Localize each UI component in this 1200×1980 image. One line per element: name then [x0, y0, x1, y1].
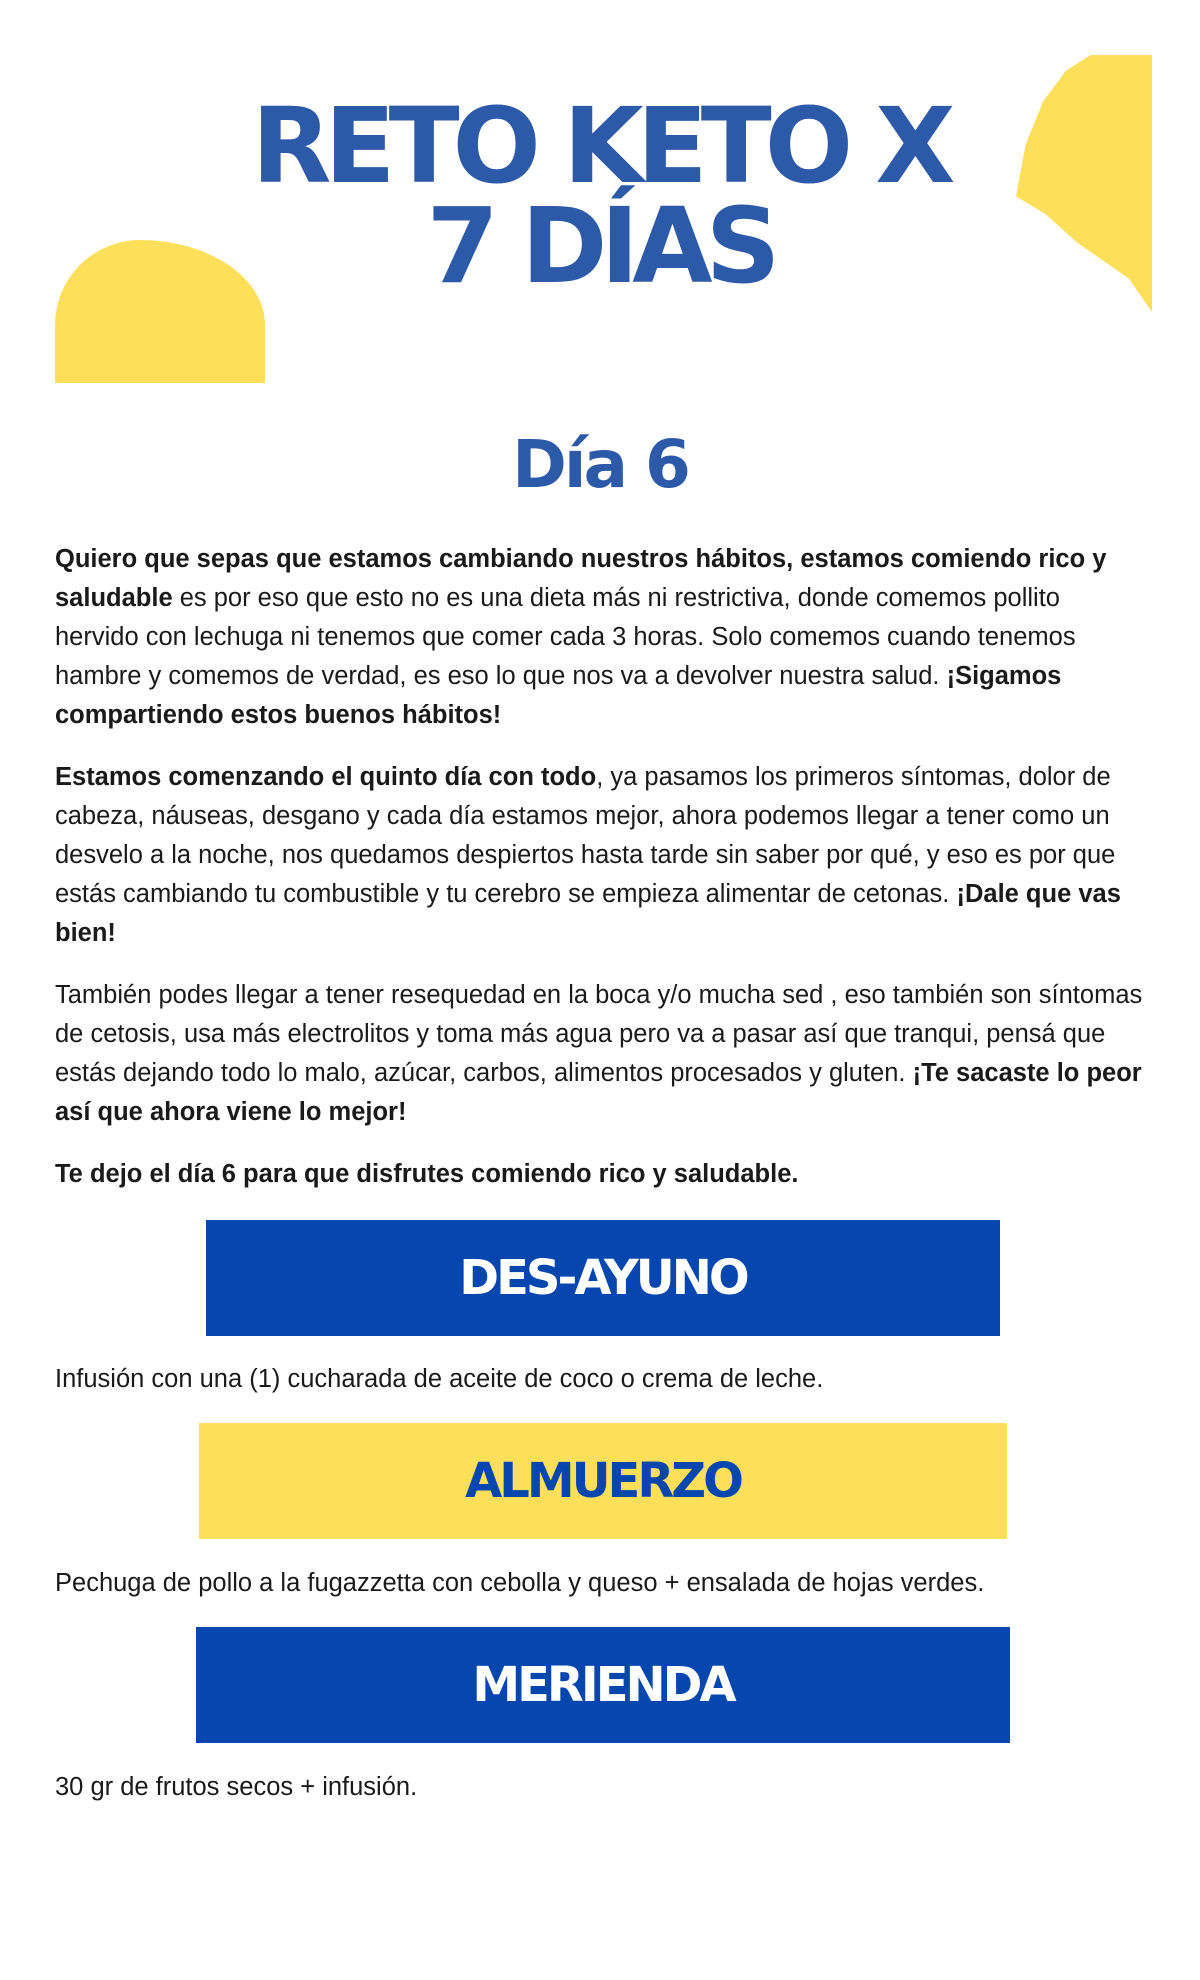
- lunch-banner: ALMUERZO: [199, 1423, 1007, 1539]
- intro-paragraph-1: [55, 540, 1145, 735]
- intro-paragraph-2-bold: Estamos comenzando el quinto día con todo: [55, 763, 597, 791]
- page-title: [0, 85, 1200, 307]
- intro-paragraph-2: [55, 758, 1145, 953]
- intro-paragraph-2-text: , ya pasamos los primeros síntomas, dolor de cabeza, náuseas, desgano y cada día estamos mejor, ahora podemos llegar a tener como un desvelo a la noche, nos quedamos despiertos hasta tarde sin saber por qué, y eso es por que estás cambiando tu combustible y tu cerebro se empieza alimentar de cetonas.: [55, 763, 1116, 908]
- breakfast-banner: DES-AYUNO: [206, 1220, 1000, 1336]
- day-heading: Día 6: [512, 426, 688, 503]
- intro-paragraph-3-bold-end: ¡Te sacaste lo peor así que ahora viene lo mejor!: [55, 1059, 1142, 1126]
- breakfast-description: Infusión con una (1) cucharada de aceite de coco o crema de leche.: [55, 1365, 824, 1393]
- intro-text: [55, 540, 1145, 1217]
- intro-paragraph-3: [55, 976, 1145, 1132]
- intro-paragraph-1-bold-end: ¡Sigamos compartiendo estos buenos hábitos!: [55, 662, 1062, 729]
- snack-description: 30 gr de frutos secos + infusión.: [55, 1773, 418, 1801]
- snack-banner: MERIENDA: [196, 1627, 1010, 1743]
- title-line-1: RETO KETO X: [251, 85, 949, 207]
- intro-paragraph-4-bold: Te dejo el día 6 para que disfrutes comiendo rico y saludable.: [55, 1160, 799, 1188]
- intro-paragraph-3-text: También podes llegar a tener resequedad en la boca y/o mucha sed , eso también son síntomas de cetosis, usa más electrolitos y toma más agua pero va a pasar así que tranqui, pensá que estás dejando todo lo malo, azúcar, carbos, alimentos procesados y gluten.: [55, 981, 1143, 1087]
- intro-paragraph-1-bold: Quiero que sepas que estamos cambiando nuestros hábitos, estamos comiendo rico y saludable: [55, 545, 1107, 612]
- title-line-2: 7 DÍAS: [426, 185, 774, 307]
- lunch-description: Pechuga de pollo a la fugazzetta con cebolla y queso + ensalada de hojas verdes.: [55, 1569, 985, 1597]
- intro-paragraph-1-text: es por eso que esto no es una dieta más ni restrictiva, donde comemos pollito hervido con lechuga ni tenemos que comer cada 3 horas. Solo comemos cuando tenemos hambre y comemos de verdad, es eso lo que nos va a devolver nuestra salud.: [55, 584, 1076, 690]
- intro-paragraph-2-bold-end: ¡Dale que vas bien!: [55, 880, 1121, 947]
- intro-paragraph-4: [55, 1155, 1145, 1194]
